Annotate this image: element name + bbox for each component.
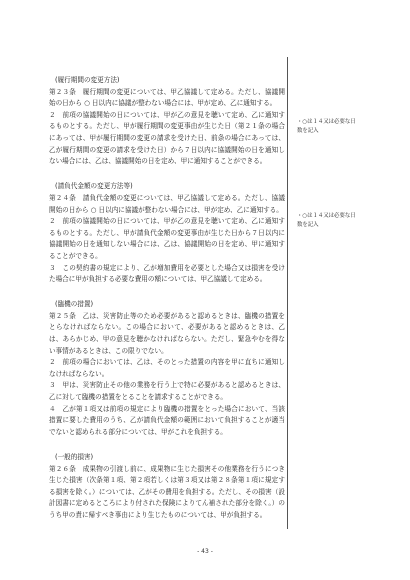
- article-paragraph: ２ 前項の協議開始の日については、甲が乙の意見を聴いて定め、乙に通知するものとする。ただし、甲が請負代金額の変更事由が生じた日から７日以内に協議開始の日を通知しない場合には、乙は、協議開始の日を定め、甲に通知することができる。: [49, 217, 285, 260]
- article-paragraph: 第２６条 成果物の引渡し前に、成果物に生じた損害その他業務を行うにつき生じた損害（次条第１項、第２項若しくは第３項又は第２８条第１項に規定する損害を除く。）については、乙がその費用を負担する。ただし、その損害（設計図書に定めるところにより付された保険によりてん補された部分を除く。）のうち甲の責に帰すべき事由により生じたものについては、甲が負担する。: [49, 464, 285, 519]
- margin-divider-line: [287, 57, 288, 529]
- article-paragraph: 第２５条 乙は、災害防止等のため必要があると認めるときは、臨機の措置をとらなければならない。この場合において、必要があると認めるときは、乙は、あらかじめ、甲の意見を聴かなければならない。ただし、緊急やむを得ない事情があるときは、この限りでない。: [49, 311, 285, 355]
- article-26: [49, 452, 285, 522]
- article-paragraph: 第２４条 請負代金額の変更については、甲乙協議して定める。ただし、協議開始の日から ○ 日以内に協議が整わない場合には、甲が定め、乙に通知する。: [49, 193, 285, 214]
- document-body: [49, 75, 285, 522]
- article-25: [49, 299, 285, 438]
- article-heading: (履行期間の変更方法): [55, 76, 120, 84]
- article-paragraph: ３ この契約書の規定により、乙が増加費用を必要とした場合又は損害を受けた場合に甲が負担する必要な費用の額については、甲乙協議して定める。: [49, 263, 285, 284]
- article-heading: (請負代金額の変更方法等): [55, 182, 133, 191]
- article-paragraph: ４ 乙が第１項又は前項の規定により臨機の措置をとった場合において、当該措置に要した費用のうち、乙が請負代金額の範囲において負担することが適当でないと認められる部分については、甲がこれを負担する。: [49, 404, 285, 436]
- article-24: [49, 181, 285, 285]
- side-note-article-23: ・○は１４又は必要な日数を記入: [297, 119, 356, 135]
- article-paragraph: ２ 前項の場合においては、乙は、そのとった措置の内容を甲に直ちに通知しなければならない。: [49, 358, 285, 378]
- article-paragraph: ３ 甲は、災害防止その他の業務を行う上で特に必要があると認めるときは、乙に対して臨機の措置をとることを請求することができる。: [49, 381, 285, 402]
- article-23: [49, 75, 285, 168]
- article-paragraph: ２ 前項の協議開始の日については、甲が乙の意見を聴いて定め、乙に通知するものとする。ただし、甲が履行期間の変更事由が生じた日（第２１条の場合にあっては、甲が履行期間の変更の請求を受けた日、前条の場合にあっては、乙が履行期間の変更の請求を受けた日）から７日以内に協議開始の日を通知しない場合には、乙は、協議開始の日を定め、甲に通知することができる。: [49, 110, 285, 166]
- side-note-article-24: ・○は１４又は必要な日数を記入: [297, 213, 356, 229]
- article-heading: (一般的損害): [55, 453, 94, 461]
- page-number: - 43 -: [197, 548, 213, 555]
- article-paragraph: 第２３条 履行期間の変更については、甲乙協議して定める。ただし、協議開始の日から ○ 日以内に協議が整わない場合には、甲が定め、乙に通知する。: [49, 87, 285, 108]
- article-heading: (臨機の措置): [55, 300, 94, 309]
